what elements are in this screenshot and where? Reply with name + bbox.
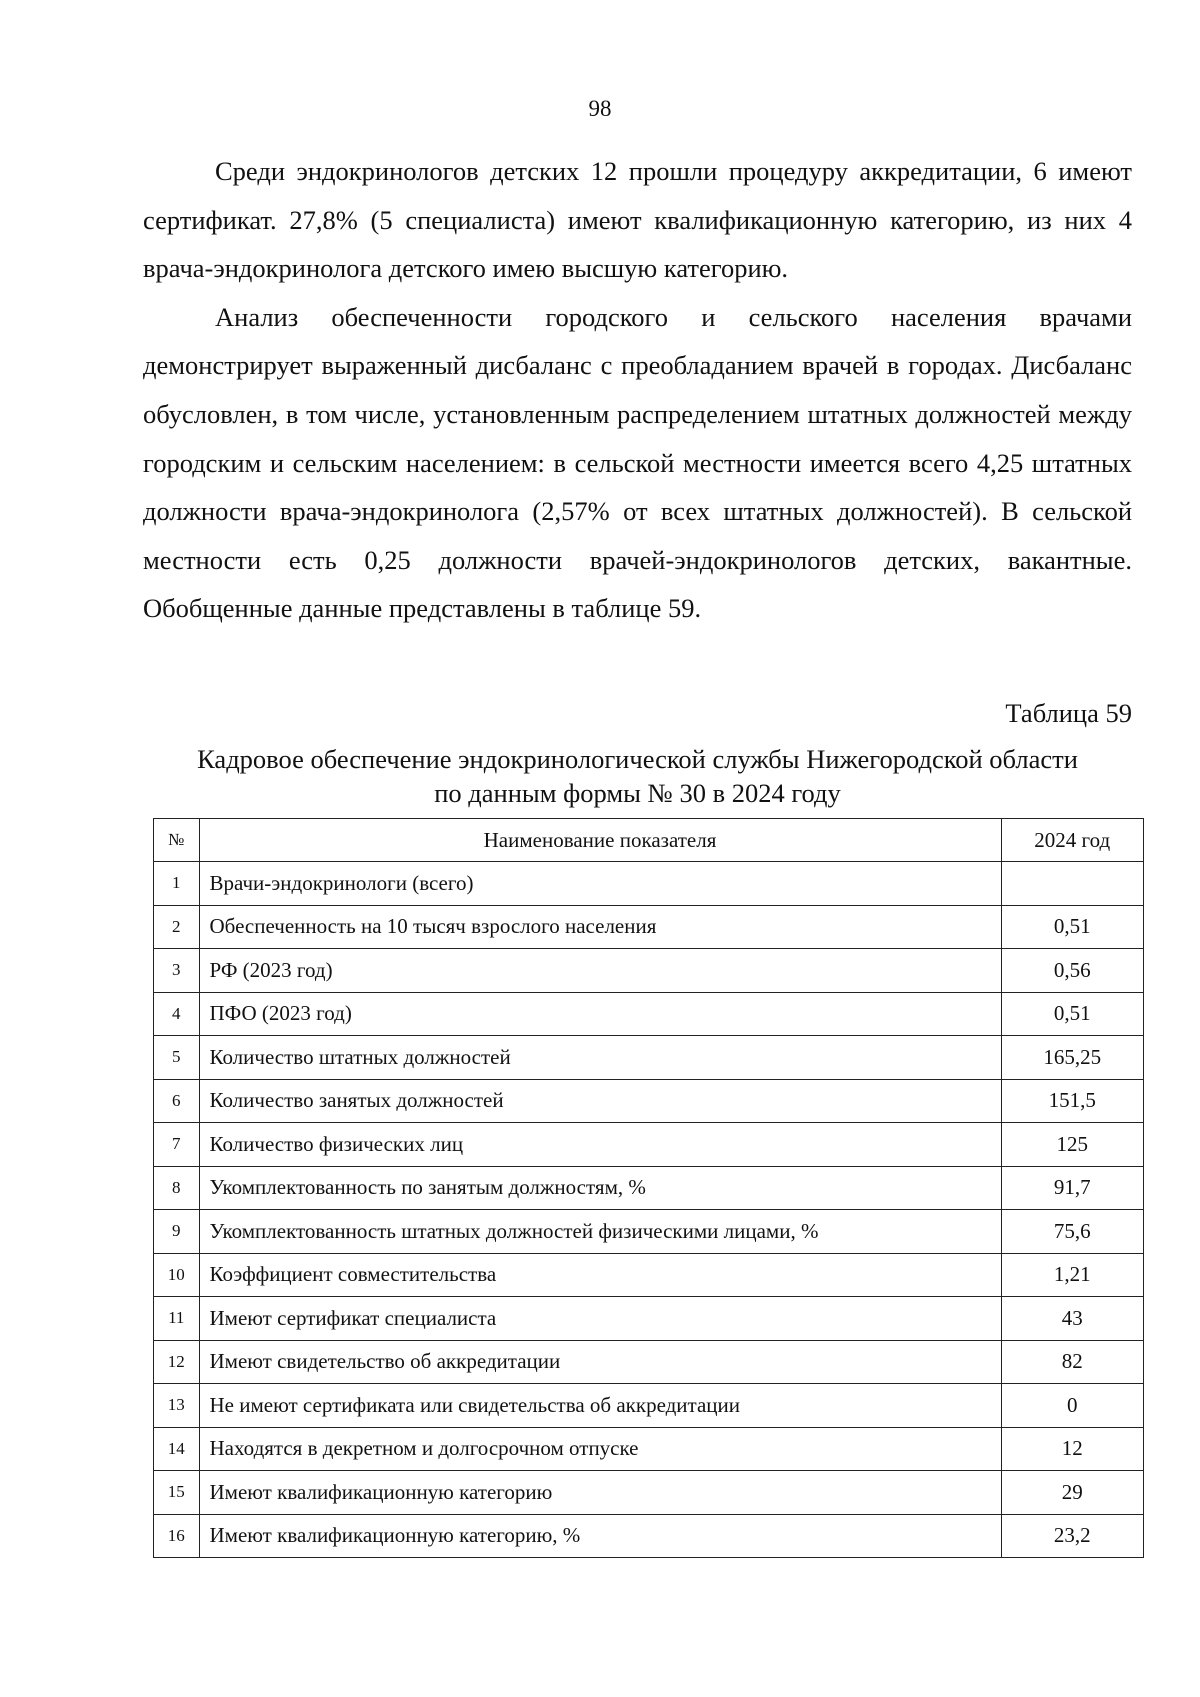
header-indicator: Наименование показателя <box>199 819 1001 862</box>
row-indicator: Врачи-эндокринологи (всего) <box>199 862 1001 906</box>
table-row <box>154 1166 1144 1210</box>
body-text <box>143 147 1132 633</box>
table-row <box>154 1427 1144 1471</box>
row-indicator: Имеют квалификационную категорию <box>199 1471 1001 1515</box>
row-number: 15 <box>154 1471 200 1515</box>
row-value: 75,6 <box>1001 1210 1143 1254</box>
row-value: 165,25 <box>1001 1036 1143 1080</box>
row-number: 13 <box>154 1384 200 1428</box>
table-caption-line-1: Кадровое обеспечение эндокринологической службы Нижегородской области <box>197 744 1078 774</box>
table-row <box>154 1210 1144 1254</box>
row-indicator: ПФО (2023 год) <box>199 992 1001 1036</box>
row-value: 0,56 <box>1001 949 1143 993</box>
row-value <box>1001 862 1143 906</box>
table-row <box>154 1340 1144 1384</box>
row-number: 11 <box>154 1297 200 1341</box>
row-value: 0,51 <box>1001 992 1143 1036</box>
paragraph-urban-rural-analysis: Анализ обеспеченности городского и сельского населения врачами демонстрирует выраженный дисбаланс с преобладанием врачей в городах. Дисбаланс обусловлен, в том числе, установленным распределением штатных должностей между городским и сельским населением: в сельской местности имеется всего 4,25 штатных должности врача-эндокринолога (2,57% от всех штатных должностей). В сельской местности есть 0,25 должности врачей-эндокринологов детских, вакантные. Обобщенные данные представлены в таблице 59. <box>143 301 1132 624</box>
row-number: 1 <box>154 862 200 906</box>
row-indicator: Имеют квалификационную категорию, % <box>199 1514 1001 1558</box>
row-value: 151,5 <box>1001 1079 1143 1123</box>
row-indicator: Не имеют сертификата или свидетельства об аккредитации <box>199 1384 1001 1428</box>
header-number: № <box>154 819 200 862</box>
row-indicator: Укомплектованность по занятым должностям, % <box>199 1166 1001 1210</box>
table-row <box>154 862 1144 906</box>
table-row <box>154 1123 1144 1167</box>
row-number: 3 <box>154 949 200 993</box>
table-row <box>154 1297 1144 1341</box>
row-value: 0 <box>1001 1384 1143 1428</box>
table-row <box>154 1384 1144 1428</box>
row-number: 12 <box>154 1340 200 1384</box>
row-value: 23,2 <box>1001 1514 1143 1558</box>
table-row <box>154 1471 1144 1515</box>
row-number: 9 <box>154 1210 200 1254</box>
row-number: 4 <box>154 992 200 1036</box>
row-indicator: Укомплектованность штатных должностей физическими лицами, % <box>199 1210 1001 1254</box>
row-value: 43 <box>1001 1297 1143 1341</box>
row-number: 2 <box>154 905 200 949</box>
paragraph-accreditation: Среди эндокринологов детских 12 прошли процедуру аккредитации, 6 имеют сертификат. 27,8% (5 специалиста) имеют квалификационную категорию, из них 4 врача-эндокринолога детского имею высшую категорию. <box>143 156 1132 284</box>
row-value: 125 <box>1001 1123 1143 1167</box>
row-indicator: Обеспеченность на 10 тысяч взрослого населения <box>199 905 1001 949</box>
header-year: 2024 год <box>1001 819 1143 862</box>
table-header-row <box>154 819 1144 862</box>
row-indicator: Количество физических лиц <box>199 1123 1001 1167</box>
row-value: 29 <box>1001 1471 1143 1515</box>
table-row <box>154 949 1144 993</box>
row-value: 0,51 <box>1001 905 1143 949</box>
row-value: 1,21 <box>1001 1253 1143 1297</box>
table-row <box>154 905 1144 949</box>
row-indicator: Имеют свидетельство об аккредитации <box>199 1340 1001 1384</box>
row-indicator: Имеют сертификат специалиста <box>199 1297 1001 1341</box>
table-row <box>154 1253 1144 1297</box>
row-value: 82 <box>1001 1340 1143 1384</box>
staffing-table <box>153 818 1144 1558</box>
row-indicator: РФ (2023 год) <box>199 949 1001 993</box>
table-row <box>154 1036 1144 1080</box>
row-value: 12 <box>1001 1427 1143 1471</box>
row-number: 5 <box>154 1036 200 1080</box>
row-indicator: Количество занятых должностей <box>199 1079 1001 1123</box>
row-number: 6 <box>154 1079 200 1123</box>
page-number: 98 <box>588 96 612 121</box>
row-value: 91,7 <box>1001 1166 1143 1210</box>
table-row <box>154 1514 1144 1558</box>
table-row <box>154 1079 1144 1123</box>
row-indicator: Количество штатных должностей <box>199 1036 1001 1080</box>
row-number: 7 <box>154 1123 200 1167</box>
table-caption-line-2: по данным формы № 30 в 2024 году <box>434 778 841 808</box>
row-indicator: Коэффициент совместительства <box>199 1253 1001 1297</box>
table-caption <box>143 742 1132 810</box>
row-number: 14 <box>154 1427 200 1471</box>
row-number: 16 <box>154 1514 200 1558</box>
row-indicator: Находятся в декретном и долгосрочном отпуске <box>199 1427 1001 1471</box>
table-label: Таблица 59 <box>1005 698 1132 728</box>
table-row <box>154 992 1144 1036</box>
row-number: 10 <box>154 1253 200 1297</box>
row-number: 8 <box>154 1166 200 1210</box>
